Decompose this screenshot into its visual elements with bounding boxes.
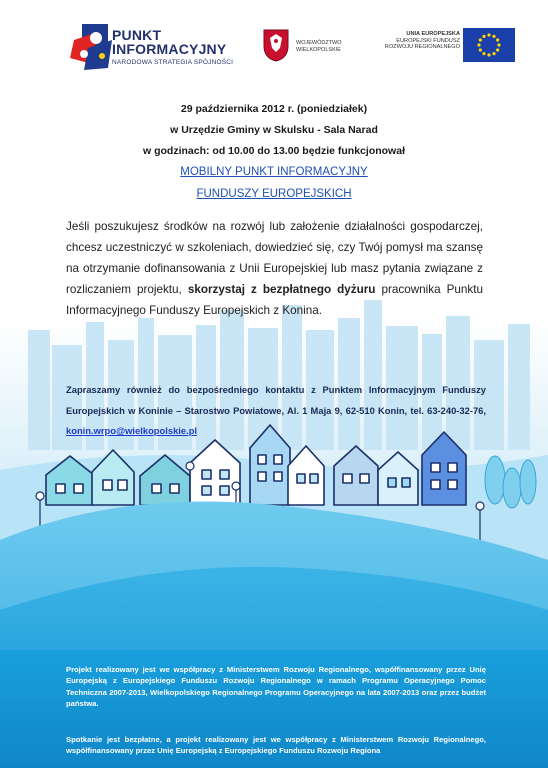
contact-paragraph <box>66 380 486 442</box>
logo-eu-text <box>360 31 460 51</box>
footer-paragraph-2: Spotkanie jest bezpłatne, a projekt realizowany jest we współpracy z Ministerstwem Rozwoju Regionalnego, współfinansowany przez Unię Europejską z Europejskiego Funduszu Rozwoju Regiona <box>66 735 486 756</box>
eu-star <box>477 43 480 46</box>
event-date: 29 października 2012 r. (poniedziałek) <box>180 103 368 115</box>
logo-punkt-line2: INFORMACYJNY <box>112 41 227 57</box>
event-info <box>0 99 548 162</box>
logo-eu-line2: EUROPEJSKI FUNDUSZ <box>396 37 460 44</box>
event-title-line1: MOBILNY PUNKT INFORMACYJNY <box>180 166 368 178</box>
event-title <box>0 161 548 205</box>
contact-email-link[interactable]: konin.wrpo@wielkopolskie.pl <box>66 425 198 436</box>
logo-punkt-line3: NARODOWA STRATEGIA SPÓJNOŚCI <box>112 59 234 66</box>
body-text-1: Jeśli poszukujesz środków na rozwój lub założenie działalności gospodarczej, chcesz uczestniczyć w szkoleniach, dowiedzieć się, czy Twój pomysł ma szansę na otrzymanie dofinansowania z Unii Europejskiej lub masz pytania związane z rozliczaniem projektu, <box>66 220 483 296</box>
eu-star <box>496 48 499 51</box>
footer-paragraph-1: Projekt realizowany jest we współpracy z Ministerstwem Rozwoju Regionalnego, współfinansowany przez Unię Europejską z Europejskiego Funduszu Rozwoju Regionalnego w ramach Programu Operacyjnego Pomoc Techniczna 2007-2013, Wielkopolskiego Regionalnego Programu Operacyjnego na lata 2007-2013 oraz przez budżet państwa. <box>66 665 486 708</box>
event-place: w Urzędzie Gminy w Skulsku - Sala Narad <box>170 124 378 136</box>
eu-star <box>492 52 495 55</box>
eu-star <box>479 38 482 41</box>
eu-star <box>487 53 490 56</box>
eu-star <box>496 38 499 41</box>
contact-text: Zapraszamy również do bezpośredniego kontaktu z Punktem Informacyjnym Funduszy Europejskich w Koninie – Starostwo Powiatowe, Al. 1 Maja 9, 62-510 Konin, tel. 63-240-32-76, <box>66 384 486 416</box>
event-title-line2: FUNDUSZY EUROPEJSKICH <box>196 188 352 200</box>
eu-star <box>487 33 490 36</box>
logo-eu-line3: ROZWOJU REGIONALNEGO <box>384 44 460 51</box>
body-paragraph <box>66 216 483 321</box>
logo-eu-line1: UNIA EUROPEJSKA <box>406 31 460 37</box>
eu-flag-icon <box>463 28 515 62</box>
eu-star <box>479 48 482 51</box>
logo-wielkopolska-line1: WOJEWÓDZTWO <box>296 40 342 46</box>
logo-punkt-line1: PUNKT <box>112 27 162 43</box>
header-logos <box>0 0 548 95</box>
logo-wielkopolska-text <box>296 40 342 53</box>
wielkopolska-crest-icon <box>262 28 290 62</box>
event-hours: w godzinach: od 10.00 do 13.00 będzie funkcjonował <box>143 145 405 157</box>
eu-star <box>482 52 485 55</box>
logo-wielkopolska-line2: WIELKOPOLSKIE <box>296 46 341 53</box>
body-bold: skorzystaj z bezpłatnego dyżuru <box>187 283 376 296</box>
eu-star <box>497 43 500 46</box>
body-text-2: pracownika Punktu Informacyjnego Funduszy Europejskich z Konina. <box>66 283 483 317</box>
eu-star <box>482 35 485 38</box>
eu-star <box>492 35 495 38</box>
